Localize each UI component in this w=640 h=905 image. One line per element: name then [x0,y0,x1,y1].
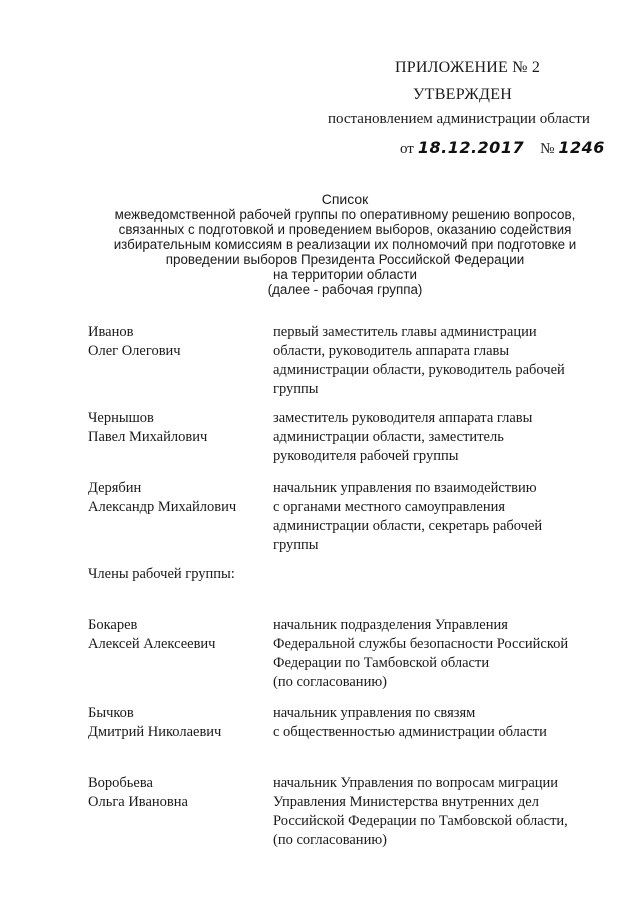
position-line: начальник Управления по вопросам миграции [273,775,559,791]
person-position [273,479,613,555]
person-position [273,409,613,466]
date-handwritten: 18.12.2017 [417,138,525,157]
number-prefix: № [540,141,555,157]
position-line: заместитель руководителя аппарата главы [273,410,533,426]
title-line: проведении выборов Президента Российской Федерации [165,252,525,267]
person-given-names: Дмитрий Николаевич [88,724,222,740]
decree-label: постановлением администрации области [328,111,590,127]
person-surname: Иванов [88,324,134,340]
date-prefix: от [400,141,414,157]
position-line: руководителя рабочей группы [273,448,459,464]
title-line: избирательным комиссиям в реализации их полномочий при подготовке и [113,237,577,252]
person-name [88,479,236,517]
position-line: с органами местного самоуправления [273,499,506,515]
position-line: начальник управления по связям [273,705,476,721]
approved-label: УТВЕРЖДЕН [413,86,513,103]
members-label: Члены рабочей группы: [88,566,235,582]
person-position [273,704,613,742]
position-line: с общественностью администрации области [273,724,547,740]
person-name [88,774,188,812]
person-position [273,323,613,399]
title-line: (далее - рабочая группа) [267,282,423,297]
position-line: администрации области, секретарь рабочей [273,518,543,534]
person-name [88,616,215,654]
position-line: первый заместитель главы администрации [273,324,537,340]
position-line: Управления Министерства внутренних дел [273,794,539,810]
person-surname: Чернышов [88,410,154,426]
position-line: Российской Федерации по Тамбовской области, [273,813,568,829]
title-line: на территории области [272,267,417,282]
position-line: области, руководитель аппарата главы [273,343,510,359]
title-line: межведомственной рабочей группы по оперативному решению вопросов, [114,207,576,222]
position-line: (по согласованию) [273,674,387,690]
position-line: начальник подразделения Управления [273,617,508,633]
document-title [60,192,630,297]
person-name [88,409,207,447]
position-line: начальник управления по взаимодействию [273,480,537,496]
appendix-label: ПРИЛОЖЕНИЕ № 2 [395,59,541,76]
number-handwritten: 1246 [558,138,605,157]
person-given-names: Павел Михайлович [88,429,208,445]
title-line: Список [321,191,369,207]
person-surname: Бокарев [88,617,138,633]
person-name [88,323,181,361]
position-line: Федеральной службы безопасности Российской [273,636,569,652]
position-line: администрации области, заместитель [273,429,504,445]
person-position [273,774,613,850]
position-line: Федерации по Тамбовской области [273,655,490,671]
person-given-names: Александр Михайлович [88,499,237,515]
position-line: (по согласованию) [273,832,387,848]
person-surname: Дерябин [88,480,142,496]
position-line: администрации области, руководитель рабочей [273,362,565,378]
person-surname: Воробьева [88,775,153,791]
position-line: группы [273,537,319,553]
title-line: связанных с подготовкой и проведением выборов, оказанию содействия [118,222,572,237]
person-given-names: Олег Олегович [88,343,181,359]
person-given-names: Ольга Ивановна [88,794,188,810]
person-surname: Бычков [88,705,134,721]
person-given-names: Алексей Алексеевич [88,636,216,652]
position-line: группы [273,381,319,397]
date-number-line [396,138,605,158]
person-name [88,704,221,742]
person-position [273,616,613,692]
